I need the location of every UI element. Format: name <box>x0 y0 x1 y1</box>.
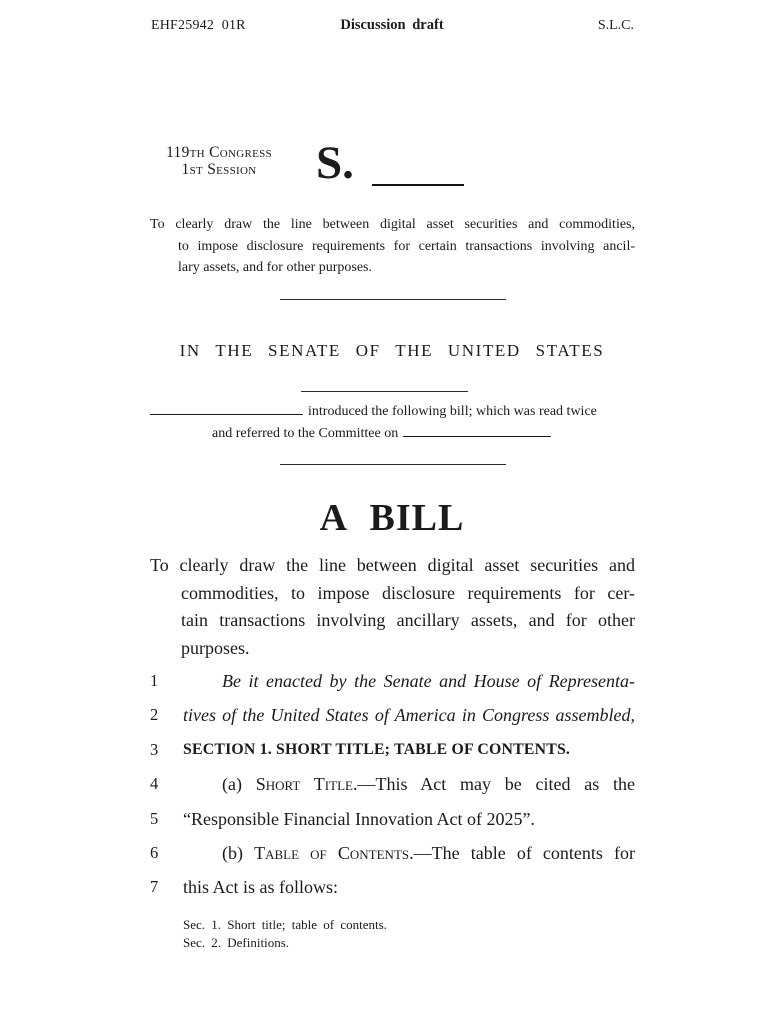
preamble-line: To clearly draw the line between digital asset securities and commodities, <box>150 217 635 232</box>
bill-number-prefix: S. <box>316 137 354 189</box>
bill-title: A BILL <box>319 497 465 539</box>
body-line <box>150 870 635 904</box>
congress-line: 119th Congress <box>166 144 272 161</box>
subsection-b <box>183 836 635 870</box>
divider-rule <box>280 464 506 465</box>
committee-line <box>212 423 636 445</box>
toc-line: Sec. 2. Definitions. <box>183 934 290 950</box>
introduced-line <box>150 401 636 423</box>
committee-name-blank <box>403 424 551 437</box>
line-number: 3 <box>150 739 159 759</box>
line-number: 5 <box>150 808 159 828</box>
preamble-line: lary assets, and for other purposes. <box>178 260 373 275</box>
header-doc-id: EHF25942 01R <box>151 18 246 33</box>
introduced-block <box>150 401 636 445</box>
line-number: 7 <box>150 877 159 897</box>
divider-rule-short <box>301 391 468 392</box>
subsection-label: (a) <box>222 774 256 795</box>
subsection-text: .—This Act may be cited as the <box>352 774 635 795</box>
bill-number-blank <box>372 160 464 186</box>
subsection-text: .—The table of contents for <box>409 842 636 863</box>
body-line <box>150 664 635 698</box>
long-title-line: purposes. <box>181 637 250 658</box>
body-line <box>150 767 635 801</box>
long-title-line: tain transactions involving ancillary assets, and for other <box>181 610 635 630</box>
long-title <box>150 552 635 662</box>
official-title-preamble <box>150 214 635 279</box>
senate-heading: IN THE SENATE OF THE UNITED STATES <box>179 341 605 360</box>
divider-rule <box>280 299 506 300</box>
subsection-title: Table of Contents <box>254 842 410 863</box>
table-of-contents <box>183 916 387 951</box>
line-number: 1 <box>150 671 159 690</box>
session-line: 1st Session <box>181 161 257 178</box>
committee-text: and referred to the Committee on <box>212 426 399 441</box>
enacting-clause: Be it enacted by the Senate and House of Representa- <box>222 671 635 691</box>
subsection-title: Short Title <box>255 774 353 795</box>
introduced-text: introduced the following bill; which was read twice <box>308 404 597 419</box>
long-title-line: commodities, to impose disclosure requirements for cer- <box>181 582 635 603</box>
bill-body <box>150 664 635 905</box>
body-text: this Act is as follows: <box>183 877 339 898</box>
long-title-line: To clearly draw the line between digital asset securities and <box>150 555 635 575</box>
sponsor-name-blank <box>150 402 303 415</box>
short-title-text: “Responsible Financial Innovation Act of 2025”. <box>183 808 535 829</box>
body-line <box>150 836 635 870</box>
toc-line: Sec. 1. Short title; table of contents. <box>183 917 387 932</box>
section-heading: SECTION 1. SHORT TITLE; TABLE OF CONTENTS. <box>183 740 571 758</box>
line-number: 2 <box>150 705 159 725</box>
body-line <box>150 733 635 767</box>
subsection-a <box>183 767 635 801</box>
preamble-line: to impose disclosure requirements for certain transactions involving ancil- <box>178 238 635 254</box>
header-draft-title: Discussion draft <box>340 17 444 33</box>
body-line <box>150 802 635 836</box>
line-number: 6 <box>150 842 159 862</box>
congress-session-block <box>148 144 290 178</box>
line-number: 4 <box>150 774 159 794</box>
body-line <box>150 698 635 732</box>
subsection-label: (b) <box>222 842 255 863</box>
enacting-clause: tives of the United States of America in Congress assembled, <box>183 705 635 726</box>
header-office-code: S.L.C. <box>597 18 634 33</box>
